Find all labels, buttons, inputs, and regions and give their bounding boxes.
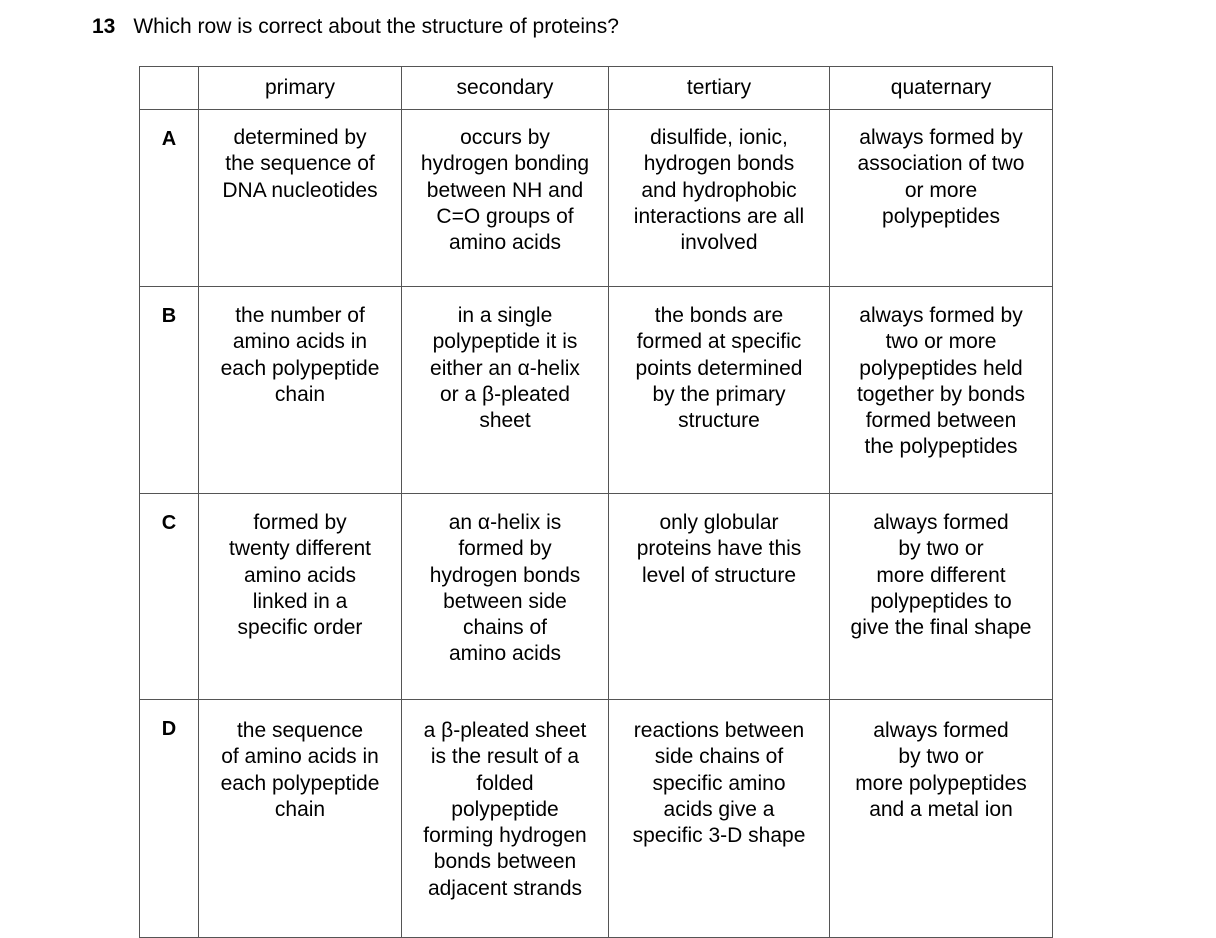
table-row-c [140, 494, 1053, 700]
header-tertiary: tertiary [609, 67, 830, 110]
table-row-a [140, 110, 1053, 287]
answer-table [139, 66, 1053, 938]
cell-secondary: in a single polypeptide it is either an α-helix or a β-pleated sheet [402, 287, 609, 494]
row-letter: D [140, 700, 199, 938]
cell-primary: the number of amino acids in each polypeptide chain [199, 287, 402, 494]
question [92, 14, 619, 40]
row-letter: A [140, 110, 199, 287]
header-secondary: secondary [402, 67, 609, 110]
cell-tertiary: the bonds are formed at specific points determined by the primary structure [609, 287, 830, 494]
cell-secondary: an α-helix is formed by hydrogen bonds between side chains of amino acids [402, 494, 609, 700]
cell-quaternary: always formed by association of two or more polypeptides [830, 110, 1053, 287]
header-quaternary: quaternary [830, 67, 1053, 110]
cell-secondary: a β-pleated sheet is the result of a folded polypeptide forming hydrogen bonds between adjacent strands [402, 700, 609, 938]
cell-primary: determined by the sequence of DNA nucleotides [199, 110, 402, 287]
row-letter: B [140, 287, 199, 494]
cell-tertiary: disulfide, ionic, hydrogen bonds and hydrophobic interactions are all involved [609, 110, 830, 287]
table-row-d [140, 700, 1053, 938]
header-letter [140, 67, 199, 110]
cell-tertiary: reactions between side chains of specific amino acids give a specific 3-D shape [609, 700, 830, 938]
question-number: 13 [92, 15, 116, 38]
header-primary: primary [199, 67, 402, 110]
cell-quaternary: always formed by two or more polypeptides and a metal ion [830, 700, 1053, 938]
cell-quaternary: always formed by two or more different polypeptides to give the final shape [830, 494, 1053, 700]
header-row [140, 67, 1053, 110]
question-text: Which row is correct about the structure of proteins? [133, 15, 619, 38]
row-letter: C [140, 494, 199, 700]
cell-secondary: occurs by hydrogen bonding between NH and C=O groups of amino acids [402, 110, 609, 287]
cell-primary: the sequence of amino acids in each polypeptide chain [199, 700, 402, 938]
table-row-b [140, 287, 1053, 494]
cell-primary: formed by twenty different amino acids linked in a specific order [199, 494, 402, 700]
cell-tertiary: only globular proteins have this level of structure [609, 494, 830, 700]
cell-quaternary: always formed by two or more polypeptides held together by bonds formed between the polypeptides [830, 287, 1053, 494]
